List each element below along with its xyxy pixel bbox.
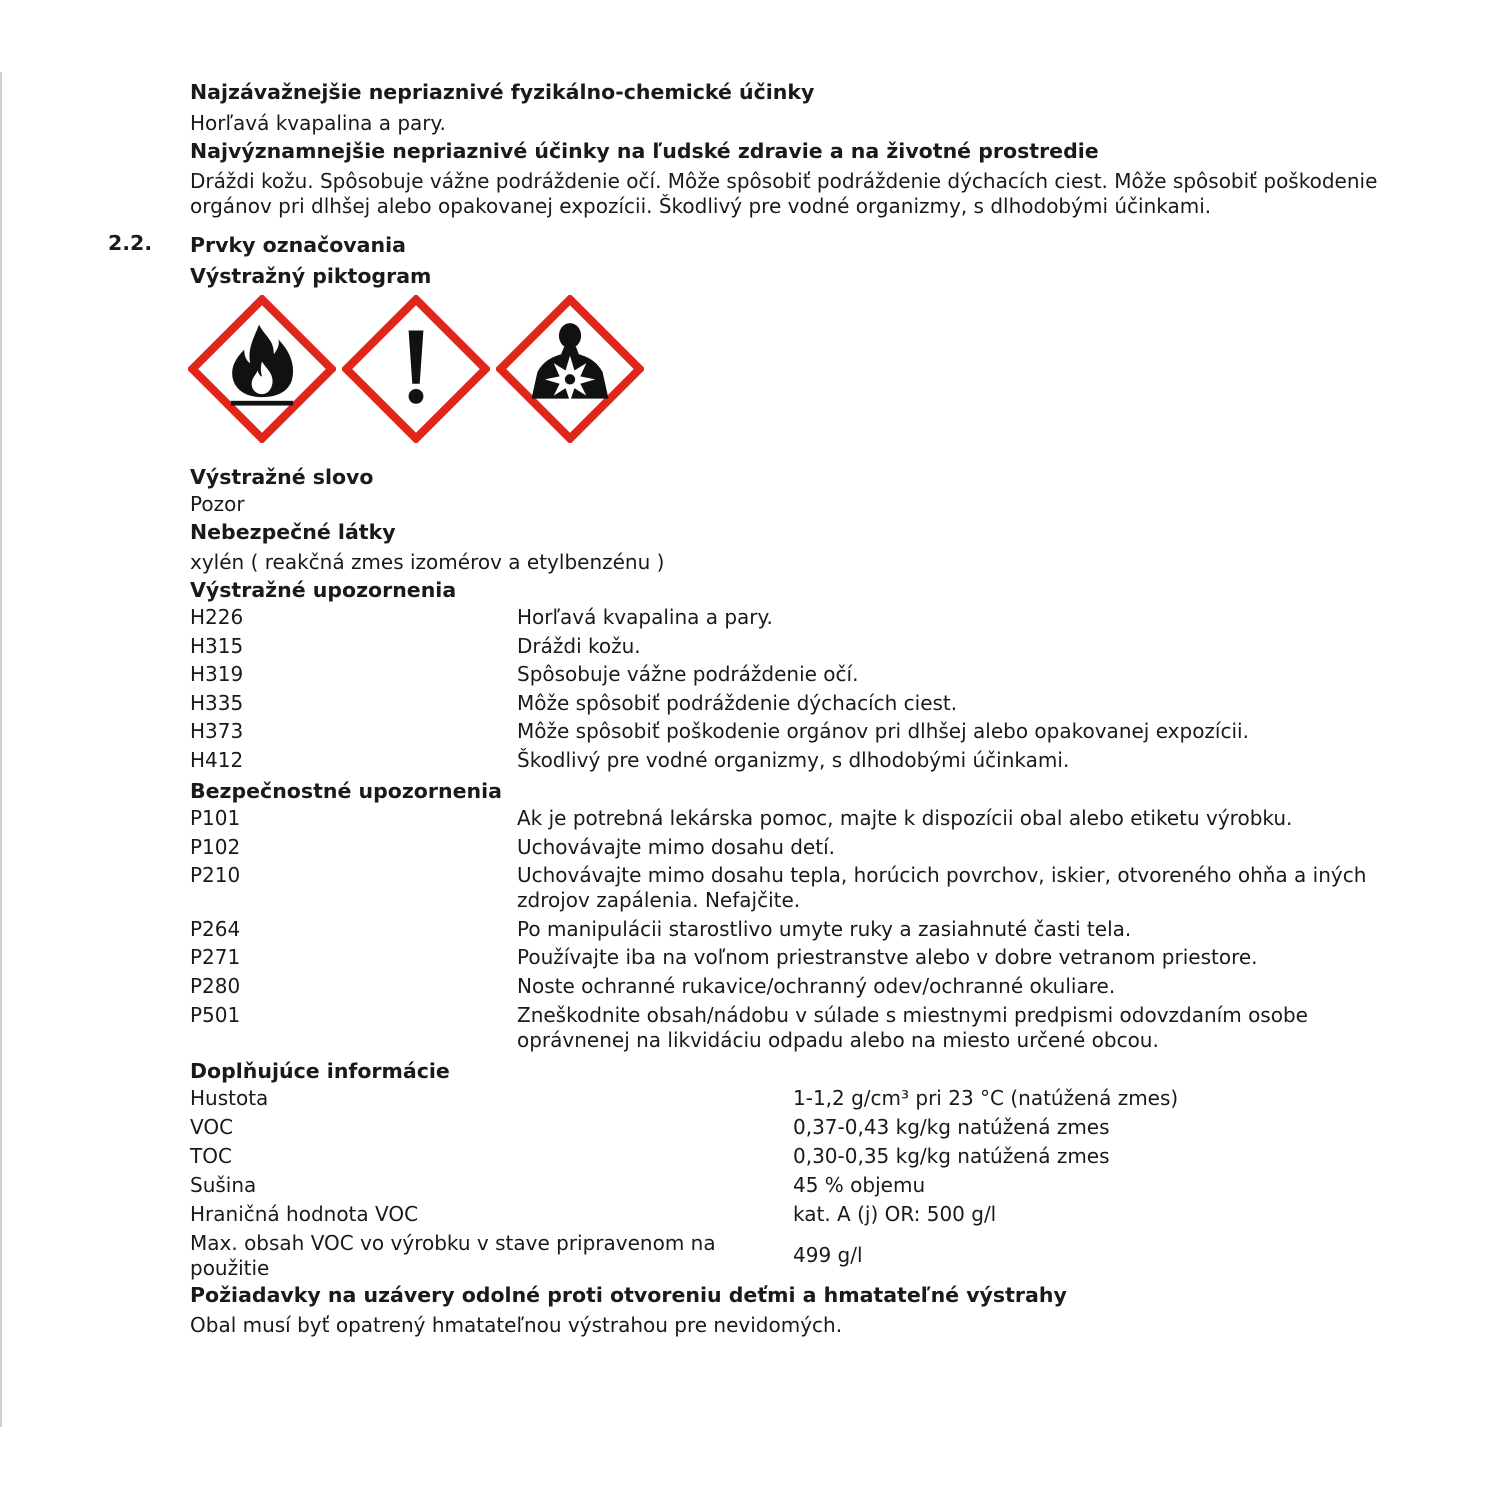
supplementary-value: 45 % objemu (793, 1172, 926, 1197)
supplementary-key: Max. obsah VOC vo výrobku v stave pripravenom na (190, 1230, 716, 1255)
exclamation-dot (409, 389, 424, 404)
table-row (190, 835, 1400, 864)
precaution-code: P264 (190, 916, 241, 941)
health-hazard-pictogram-icon (496, 295, 644, 443)
supplementary-key: Hustota (190, 1085, 269, 1110)
table-row (190, 1173, 1400, 1202)
table-row (190, 1144, 1400, 1173)
signal-word-value: Pozor (190, 492, 245, 516)
physchem-effects-heading: Najzávažnejšie nepriaznivé fyzikálno-chemické účinky (190, 80, 815, 104)
hazard-code: H412 (190, 747, 244, 772)
signal-word-heading: Výstražné slovo (190, 465, 374, 489)
table-row (190, 1231, 1400, 1281)
precaution-text: Zneškodnite obsah/nádobu v súlade s miestnymi predpismi odovzdaním osobe (517, 1002, 1308, 1027)
flame-pictogram-icon (188, 295, 336, 443)
hazard-code: H373 (190, 719, 244, 744)
precaution-text: Noste ochranné rukavice/ochranný odev/ochranné okuliare. (517, 973, 1116, 998)
precaution-code: P102 (190, 834, 241, 859)
hazard-text: Môže spôsobiť podráždenie dýchacích ciest. (517, 690, 958, 715)
supplementary-key: TOC (190, 1143, 232, 1168)
supplementary-value: 1-1,2 g/cm³ pri 23 °C (natúžená zmes) (793, 1085, 1179, 1110)
precaution-text: Používajte iba na voľnom priestranstve alebo v dobre vetranom priestore. (517, 945, 1258, 970)
table-row (190, 806, 1400, 835)
hazard-statements-table (190, 605, 1400, 773)
precaution-code: P210 (190, 863, 241, 888)
precaution-text: Uchovávajte mimo dosahu detí. (517, 834, 835, 859)
pictogram-row (188, 293, 1400, 445)
hazard-text: Môže spôsobiť poškodenie orgánov pri dlhšej alebo opakovanej expozícii. (517, 719, 1249, 744)
pictogram-heading: Výstražný piktogram (190, 264, 432, 288)
table-row (190, 662, 1400, 691)
health-env-effects-heading: Najvýznamnejšie nepriaznivé účinky na ľudské zdravie a na životné prostredie (190, 139, 1099, 163)
supplementary-value: kat. A (j) OR: 500 g/l (793, 1201, 997, 1226)
physchem-effects-text: Horľavá kvapalina a pary. (190, 111, 446, 135)
table-row (190, 719, 1400, 748)
table-row (190, 748, 1400, 773)
table-row (190, 945, 1400, 974)
precaution-text-continued: zdrojov zapálenia. Nefajčite. (517, 888, 801, 913)
hazard-code: H335 (190, 690, 244, 715)
health-hazard-head (559, 323, 581, 348)
closure-requirements-heading: Požiadavky na uzávery odolné proti otvoreniu deťmi a hmatateľné výstrahy (190, 1282, 1067, 1307)
hazard-statements-heading: Výstražné upozornenia (190, 578, 457, 602)
precautionary-statements-table (190, 806, 1400, 1053)
table-row (190, 1003, 1400, 1053)
health-hazard-star-center (565, 374, 575, 384)
precaution-text-continued: oprávnenej na likvidáciu odpadu alebo na miesto určené obcou. (517, 1027, 1159, 1052)
hazard-code: H226 (190, 605, 244, 629)
table-row (190, 1086, 1400, 1115)
table-row (190, 605, 1400, 634)
hazardous-substances-heading: Nebezpečné látky (190, 520, 396, 544)
supplementary-key: Hraničná hodnota VOC (190, 1201, 419, 1226)
precautionary-statements-heading: Bezpečnostné upozornenia (190, 778, 502, 803)
table-row (190, 691, 1400, 720)
supplementary-key: VOC (190, 1114, 234, 1139)
section-title: Prvky označovania (190, 233, 406, 257)
supplementary-key-continued: použitie (190, 1255, 270, 1280)
table-row (190, 917, 1400, 946)
hazard-code: H319 (190, 662, 244, 687)
precaution-code: P271 (190, 945, 241, 970)
hazard-text: Škodlivý pre vodné organizmy, s dlhodobými účinkami. (517, 747, 1070, 772)
hazard-text: Spôsobuje vážne podráždenie očí. (517, 662, 859, 687)
exclamation-pictogram-icon (342, 295, 490, 443)
hazardous-substances-value: xylén ( reakčná zmes izomérov a etylbenzénu ) (190, 550, 665, 574)
hazard-text: Dráždi kožu. (517, 633, 641, 658)
flame-base-line (231, 401, 293, 406)
precaution-code: P101 (190, 805, 241, 830)
sds-page (108, 78, 1400, 1338)
precaution-text: Ak je potrebná lekárska pomoc, majte k dispozícii obal alebo etiketu výrobku. (517, 805, 1293, 830)
section-2-2-header (108, 231, 1400, 260)
health-env-effects-line2: orgánov pri dlhšej alebo opakovanej expozícii. Škodlivý pre vodné organizmy, s dlhodobými účinkami. (190, 194, 1212, 218)
hazard-code: H315 (190, 633, 244, 658)
table-row (190, 634, 1400, 663)
page-left-rule (0, 72, 2, 1427)
section-number: 2.2. (108, 231, 153, 255)
table-row (190, 1202, 1400, 1231)
precaution-code: P501 (190, 1002, 241, 1027)
supplementary-value: 499 g/l (793, 1243, 863, 1268)
precaution-code: P280 (190, 973, 241, 998)
hazard-text: Horľavá kvapalina a pary. (517, 605, 773, 629)
precaution-text: Uchovávajte mimo dosahu tepla, horúcich povrchov, iskier, otvoreného ohňa a iných (517, 863, 1367, 888)
supplementary-info-table (190, 1086, 1400, 1281)
closure-requirements-text: Obal musí byť opatrený hmatateľnou výstrahou pre nevidomých. (190, 1312, 843, 1337)
supplementary-value: 0,30-0,35 kg/kg natúžená zmes (793, 1143, 1110, 1168)
supplementary-info-heading: Doplňujúce informácie (190, 1058, 450, 1083)
supplementary-value: 0,37-0,43 kg/kg natúžená zmes (793, 1114, 1110, 1139)
supplementary-key: Sušina (190, 1172, 257, 1197)
precaution-text: Po manipulácii starostlivo umyte ruky a zasiahnuté časti tela. (517, 916, 1132, 941)
table-row (190, 863, 1400, 917)
table-row (190, 1115, 1400, 1144)
health-env-effects-line1: Dráždi kožu. Spôsobuje vážne podráždenie očí. Môže spôsobiť podráždenie dýchacích ciest. Môže spôsobiť poškodenie (190, 169, 1378, 193)
table-row (190, 974, 1400, 1003)
